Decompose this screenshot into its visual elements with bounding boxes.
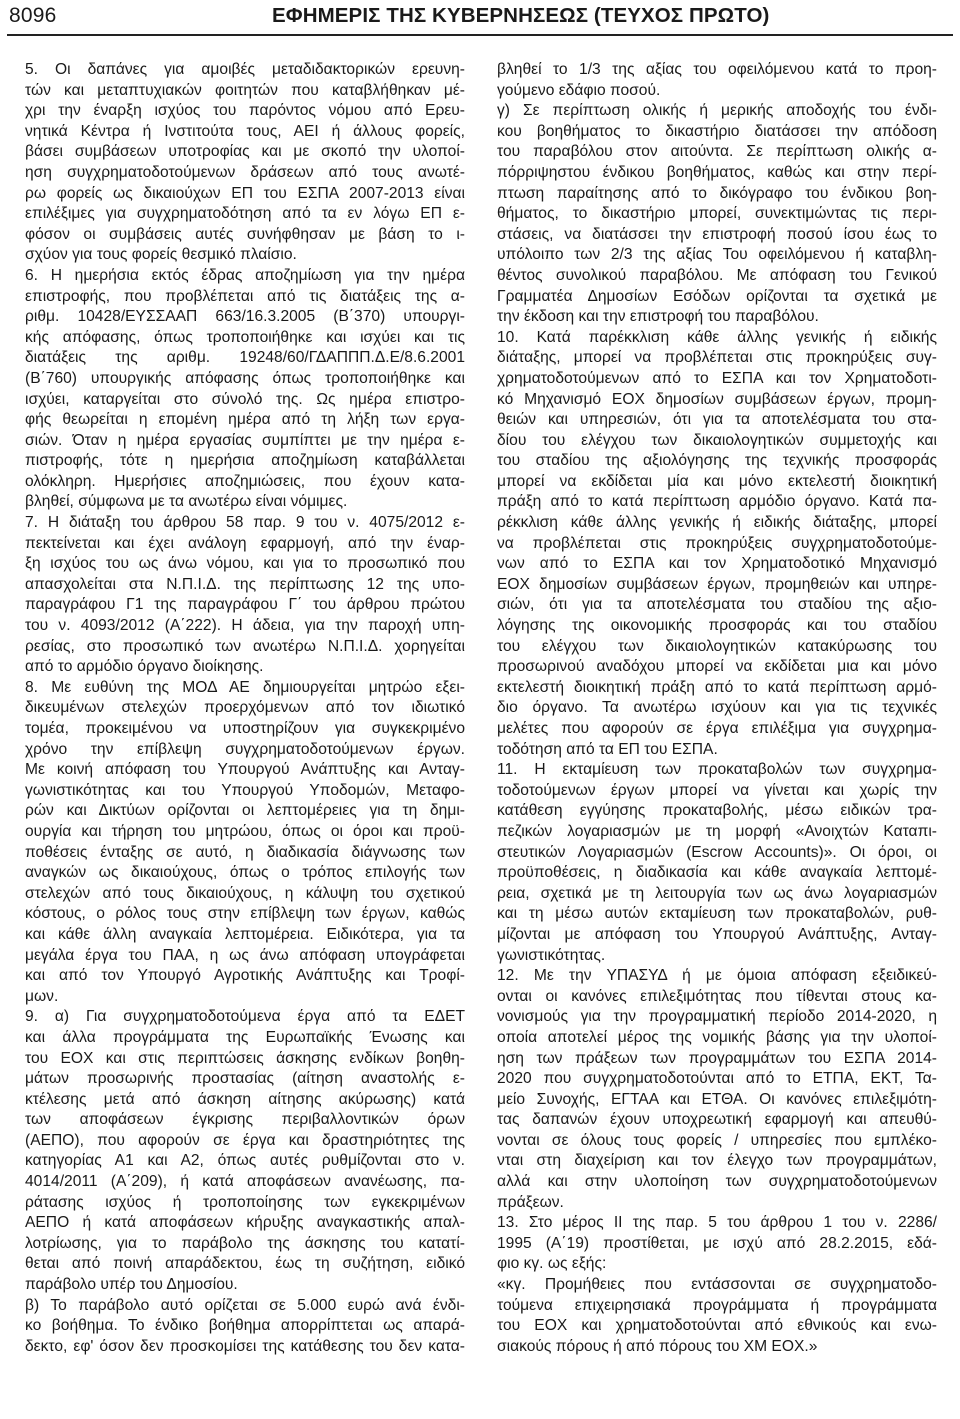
text-line: θεται από ποινή απαράδεκτου, έως τη συζήτηση, ειδικό	[25, 1255, 465, 1273]
text-line: κατάθεση εγγύησης προκαταβολής, μέσω ειδικών τρα-	[497, 802, 937, 820]
text-line: νων από το ΕΣΠΑ και τον Χρηματοδοτικό Μηχανισμό	[497, 555, 937, 573]
text-line: ποθέσεις ένταξης σε αυτό, η διαδικασία διάγνωσης των	[25, 843, 465, 861]
text-line: τούμενα επιχειρησιακά προγράμματα ή προγράμματα	[497, 1296, 937, 1314]
text-line: μπορεί να εκδίδεται μία και μόνο εκτελεστή διοικητική	[497, 472, 937, 490]
text-line: γούμενο εδάφιο ποσού.	[497, 81, 661, 99]
text-line: 1995 (Α΄19) προστίθεται, με ισχύ από 28.2.2015, εδά-	[497, 1234, 937, 1252]
text-line: προσωρινού αναδόχου μπορεί να εκδίδεται μια και μόνο	[497, 658, 937, 676]
text-line: υπόλοιπο των 2/3 της αξίας Του οφειλόμενου ή καταβλη-	[497, 246, 937, 264]
text-line: φιο κγ. ως εξής:	[497, 1255, 607, 1273]
text-line: κόστους, ο ρόλος τους στην επίβλεψη των έργων, καθώς	[25, 905, 465, 923]
text-line: δίου του ελέγχου των δικαιολογητικών συμμετοχής και	[497, 431, 937, 449]
text-line: νται στη διαχείριση και τον έλεγχο των προγραμμάτων,	[497, 1152, 937, 1170]
text-line: γ) Σε περίπτωση ολικής ή μερικής αποδοχής του ένδι-	[497, 102, 937, 120]
text-line: ολόκληρη. Ημερήσιες αποζημιώσεις, που έχουν κατα-	[25, 472, 465, 490]
text-line: 9. α) Για συγχρηματοδοτούμενα έργα από τα ΕΔΕΤ	[25, 1008, 465, 1026]
text-line: θειών και υπηρεσιών, ότι για τα αποτελέσματα του στα-	[497, 411, 937, 429]
text-line: χρι την έναρξη ισχύος του παρόντος νόμου από Ερευ-	[25, 102, 465, 120]
text-line: πεκτείνεται και έχει ανάλογη εφαρμογή, από την έναρ-	[25, 534, 465, 552]
text-line: ισχύει, καταργείται στο σύνολό της. Ως ημέρα επιστρο-	[25, 390, 465, 408]
text-line: παράβολο υπέρ του Δημοσίου.	[25, 1276, 238, 1294]
text-line: ράτασης ισχύος ή τροποποίησης των εγκεκριμένων	[25, 1193, 465, 1211]
running-title: ΕΦΗΜΕΡΙΣ ΤΗΣ ΚΥΒΕΡΝΗΣΕΩΣ (ΤΕΥΧΟΣ ΠΡΩΤΟ)	[272, 4, 770, 27]
text-line: ηση των πράξεων των προγραμμάτων του ΕΣΠΑ 2014-	[497, 1049, 937, 1067]
text-line: νητικά Κέντρα ή Ινστιτούτα τους, ΑΕΙ ή άλλους φορείς,	[25, 122, 465, 140]
text-line: πράξη από το κατά περίπτωση αρμόδιο όργανο. Κατά πα-	[497, 493, 937, 511]
text-line: μων.	[25, 987, 59, 1005]
text-line: ρών και Δικτύων ορίζονται οι λεπτομέρειες για τη δημι-	[25, 802, 465, 820]
text-line: κής απόφασης, όπως τροποποιήθηκε και ισχύει και τις	[25, 328, 465, 346]
text-line: τών και μεταπτυχιακών φοιτητών που καταβλήθηκαν μέ-	[25, 81, 465, 99]
text-line: λόγησης της οικονομικής προσφοράς και του σταδίου	[497, 617, 937, 635]
text-line: κτέλεσης μετά από άσκηση αίτησης ακύρωσης) κατά	[25, 1090, 465, 1108]
text-line: και από τον Υπουργό Αγροτικής Ανάπτυξης και Τροφί-	[25, 967, 465, 985]
text-line: σιακούς πόρους ή από πόρους του ΧΜ ΕΟΧ.»	[497, 1337, 818, 1355]
text-line: ξη ισχύος του ως άνω νόμου, και για το προσωπικό που	[25, 555, 465, 573]
text-line: μάτων προσωρινής προστασίας (αίτηση αναστολής ε-	[25, 1070, 465, 1088]
text-line: «κγ. Προμήθειες που εντάσσονται σε συγχρηματοδο-	[497, 1276, 937, 1294]
text-line: νονται σε όλους τους φορείς / υπηρεσίες που εμπλέκο-	[497, 1131, 937, 1149]
text-line: 7. Η διάταξη του άρθρου 58 παρ. 9 του ν. 4075/2012 ε-	[25, 514, 465, 532]
text-line: πιστροφής, τότε η ημερήσια αποζημίωση καταβάλλεται	[25, 452, 465, 470]
text-line: ουργία και τήρηση του μητρώου, όπως οι όροι και προϋ-	[25, 822, 465, 840]
text-line: κό Μηχανισμό ΕΟΧ δημοσίων συμβάσεων έργων, προμη-	[497, 390, 937, 408]
text-line: διο όργανο. Τα ανωτέρω ισχύουν και για τις τεχνικές	[497, 699, 937, 717]
text-line: πόρριψηστου ένδικου βοηθήματος, καθώς και στην περί-	[497, 163, 937, 181]
text-line: και τη μέσω αυτών εκταμίευση των προκαταβολών, ρυθ-	[497, 905, 937, 923]
text-line: φής θεωρείται η επομένη ημέρα από τη λήξη των εργα-	[25, 411, 465, 429]
text-line: ρω φορείς ως δικαιούχων ΕΠ του ΕΣΠΑ 2007-2013 είναι	[25, 184, 465, 202]
text-line: (Β΄760) υπουργικής απόφασης όπως τροποποιήθηκε και	[25, 369, 465, 387]
text-line: Γραμματέα Δημοσίων Εσόδων ορίζονται τα σχετικά με	[497, 287, 937, 305]
text-line: πεζικών λογαριασμών με τη μορφή «Ανοιχτών Καταπι-	[497, 822, 937, 840]
text-line: γωνιστικότητας και του Υπουργού Υποδομών, Μεταφο-	[25, 781, 465, 799]
text-line: και κάθε άλλη αναγκαία λεπτομέρεια. Ειδικότερα, για τα	[25, 925, 465, 943]
text-line: 2020 που συγχρηματοδοτούνται από το ΕΤΠΑ, ΕΚΤ, Τα-	[497, 1070, 937, 1088]
text-line: τομέα, προκειμένου να υποστηρίζουν για συγκεκριμένο	[25, 720, 465, 737]
text-line: του ελέγχου των δικαιολογητικών κατακύρωσης του	[497, 637, 937, 655]
text-line: τοδοτούμενων έργων μπορεί να γίνεται και χωρίς την	[497, 781, 937, 799]
text-line: ρέκκλιση κάθε άλλης γενικής ή ειδικής διάταξης, μπορεί	[497, 514, 937, 532]
text-line: του ΕΟΧ και στις περιπτώσεις άσκησης ενδίκων βοηθη-	[25, 1049, 465, 1067]
text-line: σιών, ότι για τα αποτελέσματα του σταδίου της αξιο-	[497, 596, 937, 614]
text-line: κου βοηθήματος το δικαστήριο διατάσσει την απόδοση	[497, 122, 937, 140]
text-line: θέντος συνολικού παραβόλου. Με απόφαση του Γενικού	[497, 266, 937, 284]
text-line: 11. Η εκταμίευση των προκαταβολών των συγχρημα-	[497, 761, 937, 779]
text-line: μεγάλα έργα του ΠΑΑ, η ως άνω απόφαση υπογράφεται	[25, 946, 465, 964]
text-line: του ΕΟΧ και χρηματοδοτούνται από εθνικούς και ενω-	[497, 1317, 937, 1335]
text-line: σιών. Όταν η ημέρα εργασίας συμπίπτει με την ημέρα ε-	[25, 431, 465, 449]
page-number: 8096	[9, 4, 57, 27]
text-line: ρεσίας, στο προσωπικό των ανωτέρω Ν.Π.Ι.Δ. χορηγείται	[25, 637, 465, 655]
text-line: γωνιστικότητας.	[497, 946, 606, 964]
text-line: του σταδίου της αξιολόγησης της τεχνικής προσφοράς	[497, 452, 937, 470]
text-line: δεκτο, εφ' όσον δεν προσκομίσει της κατάθεσης του δεν κατα-	[25, 1337, 465, 1355]
text-line: β) Το παράβολο αυτό ορίζεται σε 5.000 ευρώ ανά ένδι-	[25, 1296, 465, 1314]
text-line: δικευμένων στελεχών προερχόμενων από τον ιδιωτικό	[25, 699, 465, 717]
text-line: ΕΟΧ δημοσίων συμβάσεων έργων, προμηθειών και υπηρε-	[497, 575, 937, 593]
text-line: ηση συγχρηματοδοτούμενων δράσεων από τους ανωτέ-	[25, 163, 465, 181]
text-line: τας δαπανών έχουν υποχρεωτική εφαρμογή και απευθύ-	[497, 1111, 937, 1129]
text-line: να προβλέπεται στις προκηρύξεις συγχρηματοδοτούμε-	[497, 534, 937, 552]
left-column	[25, 60, 465, 1357]
text-line: και άλλα προγράμματα της Ευρωπαϊκής Ένωσης και	[25, 1028, 465, 1046]
text-line: αναγκών ως δικαιούχους, όπως ο τρόπος επιλογής των	[25, 864, 465, 882]
text-line: 13. Στο μέρος ΙΙ της παρ. 5 του άρθρου 1 του ν. 2286/	[497, 1214, 937, 1232]
text-line: την έκδοση και την επιστροφή του παραβόλου.	[497, 308, 819, 326]
text-line: ΑΕΠΟ ή κατά αποφάσεων κήρυξης αναγκαστικής απαλ-	[25, 1214, 465, 1232]
text-line: πτωση παραίτησης από το δικόγραφο του ένδικου βοη-	[497, 184, 937, 202]
text-line: χρηματοδοτούμενων από το ΕΣΠΑ και τον Χρηματοδοτι-	[497, 369, 937, 387]
text-line: ριθμ. 10428/ΕΥΣΣΑΑΠ 663/16.3.2005 (Β΄370) υπουργι-	[25, 308, 465, 326]
text-line: λοτρίωσης, για το παράβολο της άσκησης του κατατί-	[25, 1234, 465, 1252]
text-line: κατηγορίας Α1 και Α2, όπως αυτές ρυθμίζονται στο ν.	[25, 1152, 465, 1170]
text-line: φόσον οι συμβάσεις αυτές συνήφθησαν με βάση το ι-	[25, 225, 465, 243]
text-line: πράξεων.	[497, 1193, 564, 1211]
text-line: θήματος, το δικαστήριο μπορεί, συνεκτιμώντας τις περι-	[497, 205, 937, 223]
text-line: νονισμούς για την προγραμματική περίοδο 2014-2020, η	[497, 1008, 937, 1026]
text-line: Με κοινή απόφαση του Υπουργού Ανάπτυξης και Ανταγ-	[25, 761, 465, 779]
text-line: του ν. 4093/2012 (Α΄222). Η άδεια, για την παροχή υπη-	[25, 617, 465, 635]
text-line: χρόνο την επίβλεψη συγχρηματοδοτούμενων έργων.	[25, 740, 465, 758]
text-line: οποία αποτελεί μέρος της νομικής βάσης για την υλοποί-	[497, 1028, 937, 1046]
text-line: απασχολείται στα Ν.Π.Ι.Δ. της περίπτωσης 12 της υπο-	[25, 575, 465, 593]
page-header	[0, 0, 960, 40]
text-line: 5. Οι δαπάνες για αμοιβές μεταδιδακτορικών ερευνη-	[25, 61, 465, 78]
text-line: του παραβόλου στον αιτούντα. Σε περίπτωση ολικής α-	[497, 143, 937, 161]
text-line: εκτελεστή διοικητική πράξη από το κατά περίπτωση αρμό-	[497, 678, 937, 696]
text-line: επιστροφής, που προβλέπεται από τις διατάξεις της α-	[25, 287, 465, 305]
text-line: διατάξεις της αριθμ. 19248/60/ΓΔΑΠΠΠ.Δ.Ε/8.6.2001	[25, 349, 465, 367]
text-line: προϋποθέσεις, η διαδικασία και κάθε αναγκαία λεπτομέ-	[497, 864, 937, 882]
header-rule	[7, 34, 953, 36]
text-line: των αποφάσεων έγκρισης περιβαλλοντικών όρων	[25, 1111, 465, 1129]
right-column	[497, 60, 937, 1357]
text-line: βληθεί, σύμφωνα με τα ανωτέρω είναι νόμιμες.	[25, 493, 348, 511]
text-line: μελέτες που αφορούν σε έργα επιλέξιμα για συγχρημα-	[497, 720, 937, 737]
text-line: ονται οι κανόνες επιλεξιμότητας που τίθενται στους κα-	[497, 987, 937, 1005]
text-line: τοδότηση από τα ΕΠ του ΕΣΠΑ.	[497, 740, 718, 758]
text-line: 12. Με την ΥΠΑΣΥΔ ή με όμοια απόφαση εξειδικεύ-	[497, 967, 937, 985]
text-line: 6. Η ημερήσια εκτός έδρας αποζημίωση για την ημέρα	[25, 266, 465, 284]
text-line: κο βοήθημα. Το ένδικο βοήθημα απορρίπτεται ως απαρά-	[25, 1317, 465, 1335]
text-line: αλλά και στην υλοποίηση των συγχρηματοδοτούμενων	[497, 1173, 937, 1191]
text-line: βάσει συμβάσεων υποτροφίας και με σκοπό την υλοποί-	[25, 143, 465, 161]
text-line: 4014/2011 (Α΄209), ή κατά αποφάσεων ανανέωσης, πα-	[25, 1173, 465, 1191]
text-line: μείο Συνοχής, ΕΓΤΑΑ και ΕΤΘΑ. Οι κανόνες επιλεξιμότη-	[497, 1090, 937, 1108]
text-line: από το αρμόδιο όργανο διοίκησης.	[25, 658, 264, 676]
text-line: στάσεις, να διατάσσει την επιστροφή ποσού ίσου έως το	[497, 225, 937, 243]
text-line: βληθεί το 1/3 της αξίας του οφειλόμενου κατά το προη-	[497, 61, 937, 78]
text-line: παραγράφου Γ1 της παραγράφου Γ΄ του άρθρου πρώτου	[25, 596, 465, 614]
text-line: διάταξης, μπορεί να προβλέπεται στις προκηρύξεις συγ-	[497, 349, 937, 367]
text-line: στευτικών Λογαριασμών (Escrow Accounts)». Οι όροι, οι	[497, 843, 937, 861]
text-line: 8. Με ευθύνη της ΜΟΔ ΑΕ δημιουργείται μητρώο εξει-	[25, 678, 465, 696]
text-line: μίζονται με απόφαση του Υπουργού Ανάπτυξης, Ανταγ-	[497, 925, 937, 943]
text-line: ρεια, σχετικά με τη λειτουργία των ως άνω λογαριασμών	[497, 884, 937, 902]
text-line: 10. Κατά παρέκκλιση κάθε άλλης γενικής ή ειδικής	[497, 328, 937, 346]
text-line: σχύον για τους φορείς θεσμικό πλαίσιο.	[25, 246, 297, 264]
text-line: (ΑΕΠΟ), που αφορούν σε έργα και δραστηριότητες της	[25, 1131, 465, 1149]
text-line: επιλέξιμες για συγχρηματοδότηση από τα εν λόγω ΕΠ ε-	[25, 205, 465, 223]
text-line: στελεχών από τους δικαιούχους, η κάλυψη του σχετικού	[25, 884, 465, 902]
